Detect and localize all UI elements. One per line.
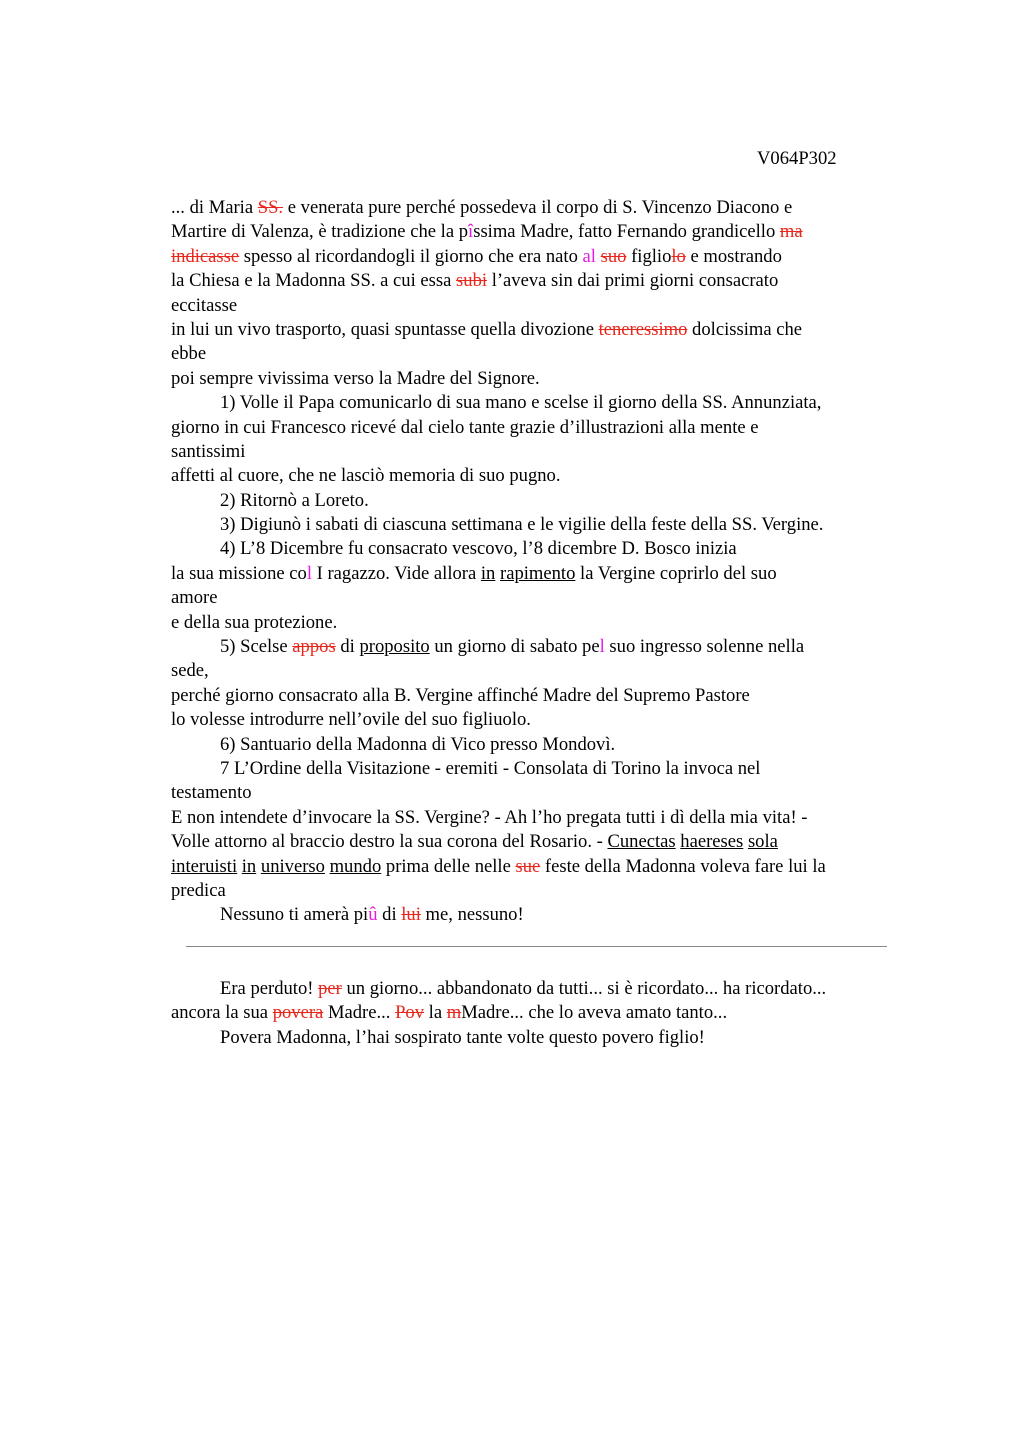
text-line [171, 879, 911, 903]
text-segment: la Chiesa e la Madonna SS. a cui essa [171, 270, 457, 292]
text-segment: la [424, 1002, 447, 1024]
inserted-text: l [306, 562, 312, 584]
text-segment: testamento [171, 782, 252, 804]
text-line [171, 220, 911, 244]
text-segment: 2) Ritornò a Loreto. [220, 489, 369, 511]
text-segment: 1) Volle il Papa comunicarlo di sua mano e scelse il giorno della SS. Annunziata, [220, 392, 822, 414]
text-segment: in lui un vivo trasporto, quasi spuntasse quella divozione [171, 318, 599, 340]
text-segment: Povera Madonna, l’hai sospirato tante volte questo povero figlio! [220, 1026, 705, 1048]
text-segment: 7 L’Ordine della Visitazione - eremiti - Consolata di Torino la invoca nel [220, 757, 761, 779]
text-segment: predica [171, 879, 226, 901]
text-segment: 6) Santuario della Madonna di Vico presso Mondovì. [220, 733, 616, 755]
text-line [171, 903, 911, 927]
text-line [171, 1026, 911, 1050]
text-segment: amore [171, 587, 218, 609]
text-segment: ebbe [171, 343, 207, 365]
inserted-text: al [582, 245, 596, 267]
text-segment: spesso al ricordandogli il giorno che era nato [239, 245, 583, 267]
text-segment: un giorno di sabato pe [429, 636, 600, 658]
text-segment: 5) Scelse [220, 636, 293, 658]
text-line [171, 464, 911, 488]
text-segment: sede, [171, 660, 209, 682]
text-segment: I ragazzo. Vide allora [311, 562, 481, 584]
text-line [171, 196, 911, 220]
text-segment: ... di Maria [171, 197, 258, 218]
text-line [171, 489, 911, 513]
text-segment: poi sempre vivissima verso la Madre del Signore. [171, 367, 540, 389]
text-segment: E non intendete d’invocare la SS. Vergine? - Ah l’ho pregata tutti i dì della mia vita! - [171, 806, 808, 828]
text-segment: Madre... che lo aveva amato tanto... [461, 1002, 728, 1024]
text-segment: lo volesse introdurre nell’ovile del suo figliuolo. [171, 709, 531, 731]
deleted-text: povera [272, 1002, 324, 1024]
text-line [171, 1001, 911, 1025]
deleted-text: indicasse [171, 245, 240, 267]
deleted-text: m [446, 1002, 462, 1024]
text-line [171, 635, 911, 659]
text-line [171, 367, 911, 391]
text-segment: ancora la sua [171, 1002, 273, 1024]
text-line [171, 855, 911, 879]
inserted-text: î [468, 221, 474, 243]
text-line [171, 294, 911, 318]
text-line [171, 342, 911, 366]
text-line [171, 391, 911, 415]
text-segment: eccitasse [171, 294, 238, 316]
text-line [171, 977, 911, 1001]
text-segment: la sua missione co [171, 562, 307, 584]
text-segment: e della sua protezione. [171, 611, 338, 633]
text-segment: e mostrando [685, 245, 782, 267]
underlined-text: in [480, 562, 496, 584]
text-segment: figlio [626, 245, 672, 267]
deleted-text: sue [515, 855, 541, 877]
text-line [171, 586, 911, 610]
text-segment: 4) L’8 Dicembre fu consacrato vescovo, l’8 dicembre D. Bosco inizia [220, 538, 737, 560]
deleted-text: teneressimo [598, 318, 688, 340]
text-line [171, 757, 911, 781]
underlined-text: Cunectas [607, 831, 676, 853]
inserted-text: û [368, 904, 378, 926]
text-line [171, 318, 911, 342]
text-segment: e venerata pure perché possedeva il corpo di S. Vincenzo Diacono e [283, 197, 793, 218]
text-segment: un giorno... abbandonato da tutti... si è ricordato... ha ricordato... [341, 978, 827, 999]
deleted-text: per [318, 978, 342, 999]
text-line [171, 562, 911, 586]
underlined-text: rapimento [500, 562, 576, 584]
text-segment: giorno in cui Francesco ricevé dal cielo tante grazie d’illustrazioni alla mente e [171, 416, 759, 438]
inserted-text: l [599, 636, 605, 658]
page-reference-code: V064P302 [757, 148, 837, 169]
text-segment: 3) Digiunò i sabati di ciascuna settimana e le vigilie della feste della SS. Vergine. [220, 514, 824, 536]
text-line [171, 537, 911, 561]
text-line [171, 806, 911, 830]
manuscript-body [171, 196, 911, 928]
text-segment: me, nessuno! [420, 904, 524, 926]
text-line [171, 269, 911, 293]
deleted-text: SS. [257, 197, 284, 218]
deleted-text: lo [671, 245, 686, 267]
text-segment: santissimi [171, 440, 246, 462]
deleted-text: suo [600, 245, 627, 267]
text-segment: Volle attorno al braccio destro la sua corona del Rosario. - [171, 831, 608, 853]
text-line [171, 733, 911, 757]
deleted-text: lui [401, 904, 421, 926]
text-segment: Madre... [323, 1002, 396, 1024]
text-segment: prima delle nelle [381, 855, 516, 877]
text-segment: di [335, 636, 360, 658]
text-line [171, 659, 911, 683]
text-segment: Nessuno ti amerà pi [220, 904, 369, 926]
text-segment: feste della Madonna voleva fare lui la [540, 855, 826, 877]
underlined-text: sola [747, 831, 778, 853]
text-segment: dolcissima che [687, 318, 803, 340]
underlined-text: in [241, 855, 257, 877]
text-line [171, 440, 911, 464]
text-segment: ssima Madre, fatto Fernando grandicello [473, 221, 780, 243]
text-segment: affetti al cuore, che ne lasciò memoria di suo pugno. [171, 465, 561, 487]
deleted-text: Pov [395, 1002, 425, 1024]
text-segment: Martire di Valenza, è tradizione che la p [171, 221, 469, 243]
underlined-text: proposito [359, 636, 430, 658]
text-segment: di [377, 904, 402, 926]
deleted-text: appos [292, 636, 336, 658]
deleted-text: subi [456, 270, 488, 292]
manuscript-body-section-2 [171, 977, 911, 1050]
text-segment: perché giorno consacrato alla B. Vergine affinché Madre del Supremo Pastore [171, 684, 750, 706]
text-line [171, 245, 911, 269]
deleted-text: ma [779, 221, 803, 243]
text-segment: l’aveva sin dai primi giorni consacrato [487, 270, 779, 292]
text-segment: la Vergine coprirlo del suo [575, 562, 777, 584]
text-line [171, 830, 911, 854]
text-line [171, 416, 911, 440]
text-line [171, 708, 911, 732]
text-line [171, 611, 911, 635]
underlined-text: universo [260, 855, 325, 877]
text-segment: suo ingresso solenne nella [604, 636, 805, 658]
text-line [171, 781, 911, 805]
underlined-text: interuisti [171, 855, 238, 877]
text-line [171, 513, 911, 537]
underlined-text: haereses [680, 831, 744, 853]
text-segment: Era perduto! [220, 978, 319, 999]
text-line [171, 684, 911, 708]
separator-rule [186, 946, 887, 947]
underlined-text: mundo [329, 855, 382, 877]
